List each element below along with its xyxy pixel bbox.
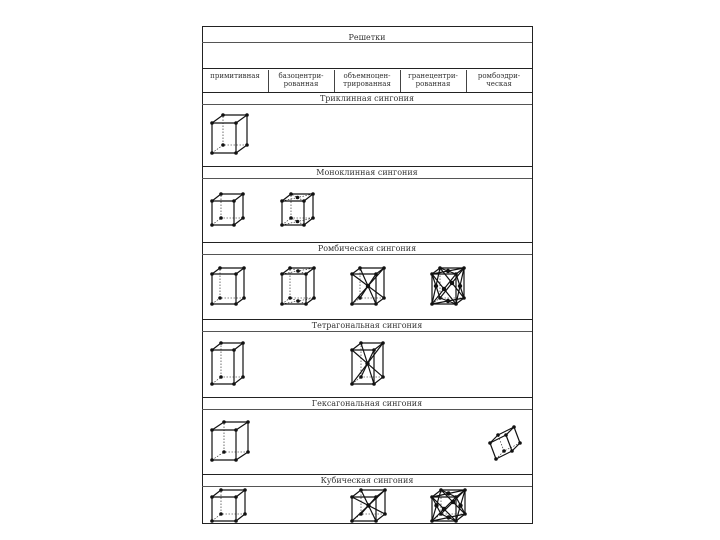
system-rule <box>202 409 532 410</box>
system-label: Триклинная сингония <box>319 94 415 103</box>
unit-cell-cubic-P <box>210 488 249 525</box>
lattice-node <box>234 458 238 462</box>
face-center-node <box>434 283 438 287</box>
lattice-node <box>234 302 238 306</box>
system-label: Гексагональная сингония <box>311 399 423 408</box>
system-rule <box>202 486 532 487</box>
lattice-node <box>210 302 214 306</box>
col-header-body <box>334 72 400 88</box>
lattice-node <box>512 425 516 429</box>
right-border <box>532 26 533 524</box>
lattice-node <box>241 192 245 196</box>
lattice-node <box>243 488 247 492</box>
face-center-node <box>446 298 450 302</box>
lattice-node <box>219 341 223 345</box>
base-center-node <box>296 299 300 303</box>
col-divider <box>334 70 335 92</box>
lattice-node <box>242 296 246 300</box>
lattice-node <box>218 266 222 270</box>
col-header-face <box>400 72 466 88</box>
lattice-node <box>234 495 238 499</box>
lattice-node <box>221 143 225 147</box>
cell-edge <box>236 422 248 430</box>
cell-hidden-edge <box>212 452 224 460</box>
system-label: Кубическая сингония <box>320 476 414 485</box>
cell-edge <box>212 422 224 430</box>
lattice-node <box>245 143 249 147</box>
col-header-rhombo <box>466 72 532 88</box>
lattice-node <box>242 266 246 270</box>
lattice-node <box>241 216 245 220</box>
header-bottom-rule <box>202 92 532 93</box>
unit-cell-orthorhombic-C <box>280 266 318 308</box>
lattice-node <box>222 420 226 424</box>
body-center-node <box>366 283 370 287</box>
title-rule <box>202 42 532 43</box>
lattice-node <box>243 512 247 516</box>
lattice-node <box>232 223 236 227</box>
lattice-node <box>210 382 214 386</box>
lattice-node <box>232 348 236 352</box>
section-rule <box>202 166 532 167</box>
system-rule <box>202 331 532 332</box>
unit-cell-hexagonal-P <box>210 420 252 464</box>
cell-edge <box>236 115 247 123</box>
unit-cell-monoclinic-C <box>280 192 317 229</box>
lattice-node <box>245 113 249 117</box>
face-center-node <box>434 503 438 507</box>
col-label: гранецентри- рованная <box>408 72 458 88</box>
lattice-node <box>246 420 250 424</box>
table-title: Решетки <box>348 33 386 42</box>
col-header-base <box>268 72 334 88</box>
lattice-node <box>518 441 522 445</box>
system-label: Ромбическая сингония <box>317 244 417 253</box>
lattice-node <box>219 488 223 492</box>
base-center-node <box>296 219 300 223</box>
lattice-node <box>234 151 238 155</box>
face-center-node <box>458 503 462 507</box>
lattice-node <box>234 121 238 125</box>
section-rule <box>202 397 532 398</box>
lattice-node <box>219 192 223 196</box>
top-rule <box>202 26 532 27</box>
lattice-node <box>488 441 492 445</box>
face-center-node <box>446 491 450 495</box>
lattice-node <box>502 449 506 453</box>
unit-cell-tetragonal-P <box>210 341 247 388</box>
face-center-node <box>451 500 455 504</box>
lattice-node <box>210 428 214 432</box>
lattice-node <box>219 216 223 220</box>
header-rule <box>202 68 532 69</box>
col-divider <box>400 70 401 92</box>
unit-cell-tetragonal-I <box>350 341 387 388</box>
base-center-node <box>296 195 300 199</box>
lattice-node <box>232 199 236 203</box>
col-header-primitive <box>202 72 268 80</box>
cell-edge <box>514 427 520 443</box>
cell-edge <box>236 145 247 153</box>
cell-edge <box>212 115 223 123</box>
lattice-node <box>219 375 223 379</box>
bravais-lattice-table <box>202 26 532 524</box>
bottom-rule <box>202 523 532 524</box>
col-label: базоцентри- рованная <box>278 72 324 88</box>
face-center-node <box>446 515 450 519</box>
lattice-node <box>210 495 214 499</box>
lattice-node <box>246 450 250 454</box>
col-label: ромбоэдри- ческая <box>477 72 521 88</box>
lattice-node <box>210 458 214 462</box>
system-label: Тетрагональная сингония <box>311 321 423 330</box>
unit-cell-cubic-F <box>430 488 469 525</box>
body-center-node <box>366 503 370 507</box>
section-rule <box>202 319 532 320</box>
cell-hidden-edge <box>212 145 223 153</box>
section-rule <box>202 474 532 475</box>
face-center-node <box>450 280 454 284</box>
lattice-node <box>504 433 508 437</box>
unit-cell-monoclinic-P <box>210 192 247 229</box>
unit-cell-orthorhombic-P <box>210 266 248 308</box>
system-rule <box>202 178 532 179</box>
col-divider <box>268 70 269 92</box>
face-center-node <box>446 268 450 272</box>
system-label: Моноклинная сингония <box>316 168 418 177</box>
lattice-node <box>210 272 214 276</box>
section-rule <box>202 242 532 243</box>
col-label: объемноцен- трированная <box>343 72 391 88</box>
lattice-node <box>234 428 238 432</box>
lattice-node <box>210 348 214 352</box>
lattice-node <box>232 382 236 386</box>
lattice-node <box>210 121 214 125</box>
lattice-node <box>241 341 245 345</box>
system-rule <box>202 104 532 105</box>
lattice-node <box>494 457 498 461</box>
lattice-node <box>221 113 225 117</box>
lattice-node <box>210 199 214 203</box>
system-rule <box>202 254 532 255</box>
unit-cell-cubic-I <box>350 488 389 525</box>
lattice-node <box>234 272 238 276</box>
lattice-node <box>210 151 214 155</box>
unit-cell-orthorhombic-I <box>350 266 388 308</box>
lattice-node <box>218 296 222 300</box>
col-label: примитивная <box>210 72 260 80</box>
lattice-node <box>210 223 214 227</box>
unit-cell-orthorhombic-F <box>430 266 468 308</box>
lattice-node <box>222 450 226 454</box>
lattice-node <box>219 512 223 516</box>
face-center-node <box>458 283 462 287</box>
lattice-node <box>241 375 245 379</box>
col-divider <box>466 70 467 92</box>
lattice-node <box>496 433 500 437</box>
body-center-node <box>365 361 369 365</box>
lattice-node <box>510 449 514 453</box>
unit-cell-triclinic-P <box>210 113 251 157</box>
cell-edge <box>490 443 496 459</box>
unit-cell-rhombohedral-R <box>484 421 522 463</box>
base-center-node <box>296 269 300 273</box>
cell-edge <box>236 452 248 460</box>
